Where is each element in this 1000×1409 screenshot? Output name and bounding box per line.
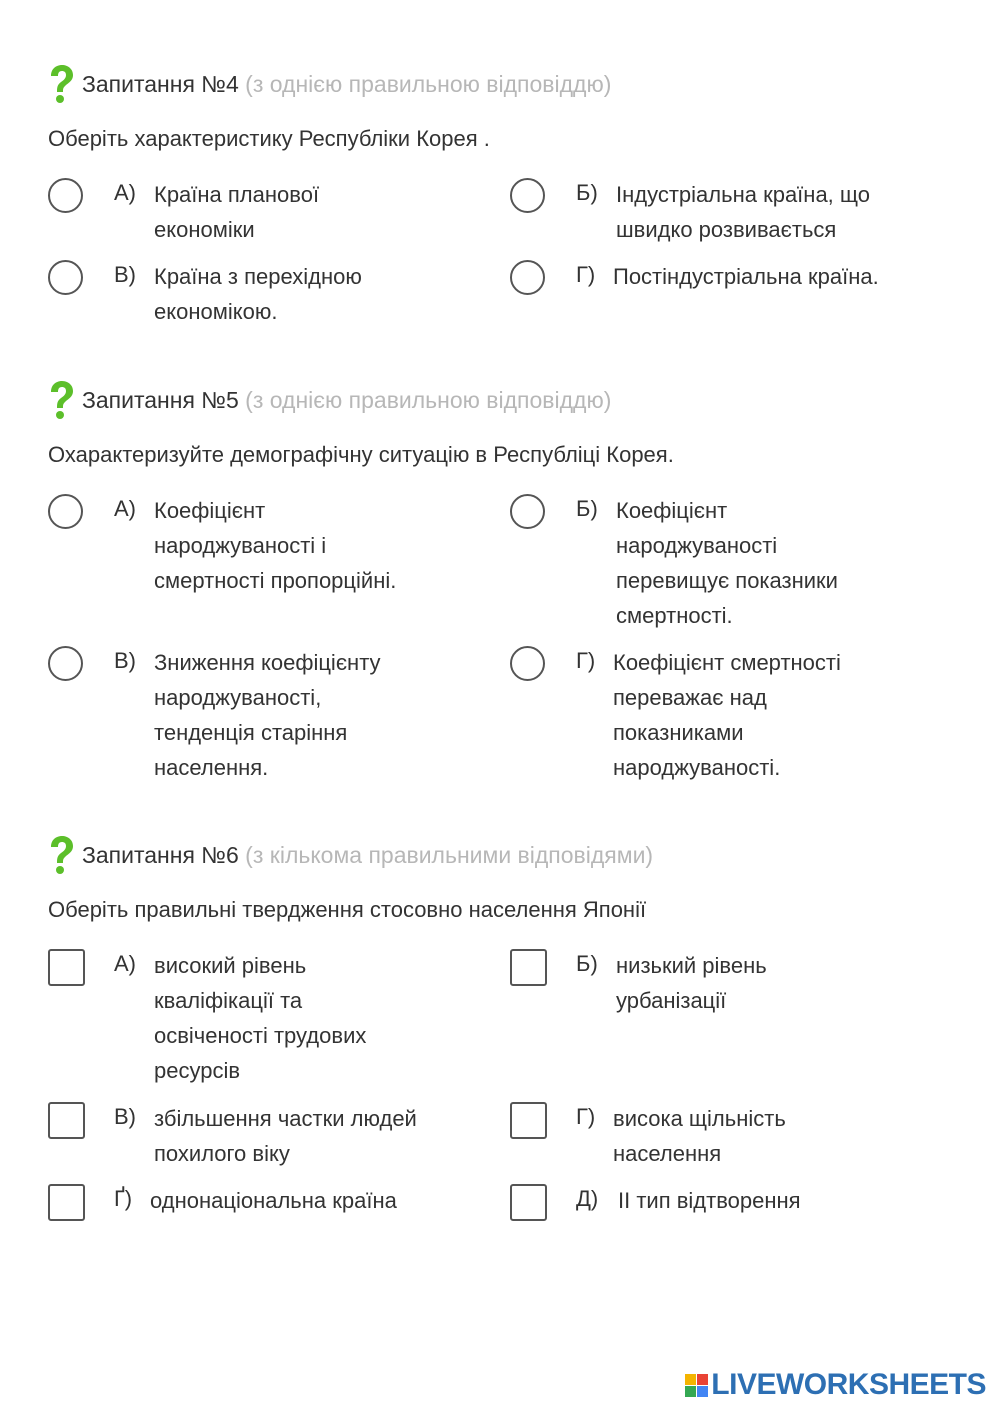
q6-option-b[interactable] bbox=[510, 949, 970, 1029]
option-text: Коефіцієнт смертності переважає над показниками народжуваності. bbox=[613, 650, 841, 780]
option-text: ІІ тип відтворення bbox=[618, 1188, 801, 1213]
option-text: Країна з перехідною економікою. bbox=[154, 264, 362, 324]
option-text: низький рівень урбанізації bbox=[616, 953, 767, 1013]
radio-button[interactable] bbox=[48, 260, 83, 295]
question-mark-icon bbox=[46, 835, 76, 875]
q6-option-c[interactable] bbox=[48, 1102, 488, 1182]
option-letter: Б) bbox=[576, 180, 598, 205]
q5-option-d[interactable] bbox=[510, 646, 970, 786]
question-6-header bbox=[46, 833, 653, 877]
checkbox[interactable] bbox=[48, 1102, 85, 1139]
q6-option-a[interactable] bbox=[48, 949, 488, 1089]
radio-button[interactable] bbox=[510, 494, 545, 529]
option-text: Індустріальна країна, що швидко розвивається bbox=[616, 182, 870, 242]
q5-option-c[interactable] bbox=[48, 646, 468, 786]
option-text: Постіндустріальна країна. bbox=[613, 264, 879, 289]
q5-option-a[interactable] bbox=[48, 494, 468, 634]
q4-option-b[interactable] bbox=[510, 178, 970, 258]
q6-option-d[interactable] bbox=[510, 1102, 970, 1182]
liveworksheets-logo bbox=[685, 1368, 986, 1402]
radio-button[interactable] bbox=[510, 178, 545, 213]
option-letter: В) bbox=[114, 648, 136, 673]
option-text: Коефіцієнт народжуваності і смертності пропорційні. bbox=[154, 498, 397, 593]
option-text: Країна планової економіки bbox=[154, 182, 320, 242]
option-letter: В) bbox=[114, 1104, 136, 1129]
question-mark-icon bbox=[46, 64, 76, 104]
option-letter: Д) bbox=[576, 1186, 599, 1211]
question-hint: (з кількома правильними відповідями) bbox=[245, 841, 654, 868]
radio-button[interactable] bbox=[48, 178, 83, 213]
question-4-text: Оберіть характеристику Республіки Корея . bbox=[48, 126, 490, 151]
option-text: Коефіцієнт народжуваності перевищує показники смертності. bbox=[616, 498, 838, 628]
question-5-header bbox=[46, 378, 611, 422]
question-title: Запитання №6 (з кількома правильними відповідями) bbox=[82, 841, 654, 868]
option-letter: А) bbox=[114, 951, 136, 976]
logo-text: LIVEWORKSHEETS bbox=[711, 1368, 986, 1401]
question-5-text: Охарактеризуйте демографічну ситуацію в Республіці Корея. bbox=[48, 442, 674, 467]
option-text: Зниження коефіцієнту народжуваності, тенденція старіння населення. bbox=[154, 650, 381, 780]
radio-button[interactable] bbox=[510, 646, 545, 681]
checkbox[interactable] bbox=[510, 1184, 547, 1221]
option-letter: А) bbox=[114, 496, 136, 521]
question-title: Запитання №4 (з однією правильною відповіддю) bbox=[82, 70, 612, 97]
option-letter: Г) bbox=[576, 648, 596, 673]
question-title: Запитання №5 (з однією правильною відповіддю) bbox=[82, 386, 612, 413]
option-text: високий рівень кваліфікації та освіченості трудових ресурсів bbox=[154, 953, 367, 1083]
question-hint: (з однією правильною відповіддю) bbox=[245, 386, 612, 413]
q6-option-f[interactable] bbox=[510, 1184, 970, 1224]
option-letter: Б) bbox=[576, 951, 598, 976]
option-letter: Ґ) bbox=[114, 1186, 133, 1211]
q4-option-c[interactable] bbox=[48, 260, 468, 340]
option-letter: В) bbox=[114, 262, 136, 287]
radio-button[interactable] bbox=[48, 646, 83, 681]
option-letter: А) bbox=[114, 180, 136, 205]
radio-button[interactable] bbox=[510, 260, 545, 295]
q5-option-b[interactable] bbox=[510, 494, 970, 634]
question-hint: (з однією правильною відповіддю) bbox=[245, 70, 612, 97]
checkbox[interactable] bbox=[48, 949, 85, 986]
q6-option-e[interactable] bbox=[48, 1184, 488, 1224]
option-text: збільшення частки людей похилого віку bbox=[154, 1106, 417, 1166]
question-6-text: Оберіть правильні твердження стосовно населення Японії bbox=[48, 897, 647, 922]
logo-blocks-icon bbox=[685, 1374, 708, 1397]
radio-button[interactable] bbox=[48, 494, 83, 529]
option-letter: Г) bbox=[576, 1104, 596, 1129]
option-text: висока щільність населення bbox=[613, 1106, 786, 1166]
option-letter: Б) bbox=[576, 496, 598, 521]
checkbox[interactable] bbox=[510, 1102, 547, 1139]
option-text: однонаціональна країна bbox=[150, 1188, 397, 1213]
q4-option-a[interactable] bbox=[48, 178, 468, 258]
option-letter: Г) bbox=[576, 262, 596, 287]
checkbox[interactable] bbox=[48, 1184, 85, 1221]
question-mark-icon bbox=[46, 380, 76, 420]
checkbox[interactable] bbox=[510, 949, 547, 986]
question-4-header bbox=[46, 62, 611, 106]
q4-option-d[interactable] bbox=[510, 260, 990, 300]
